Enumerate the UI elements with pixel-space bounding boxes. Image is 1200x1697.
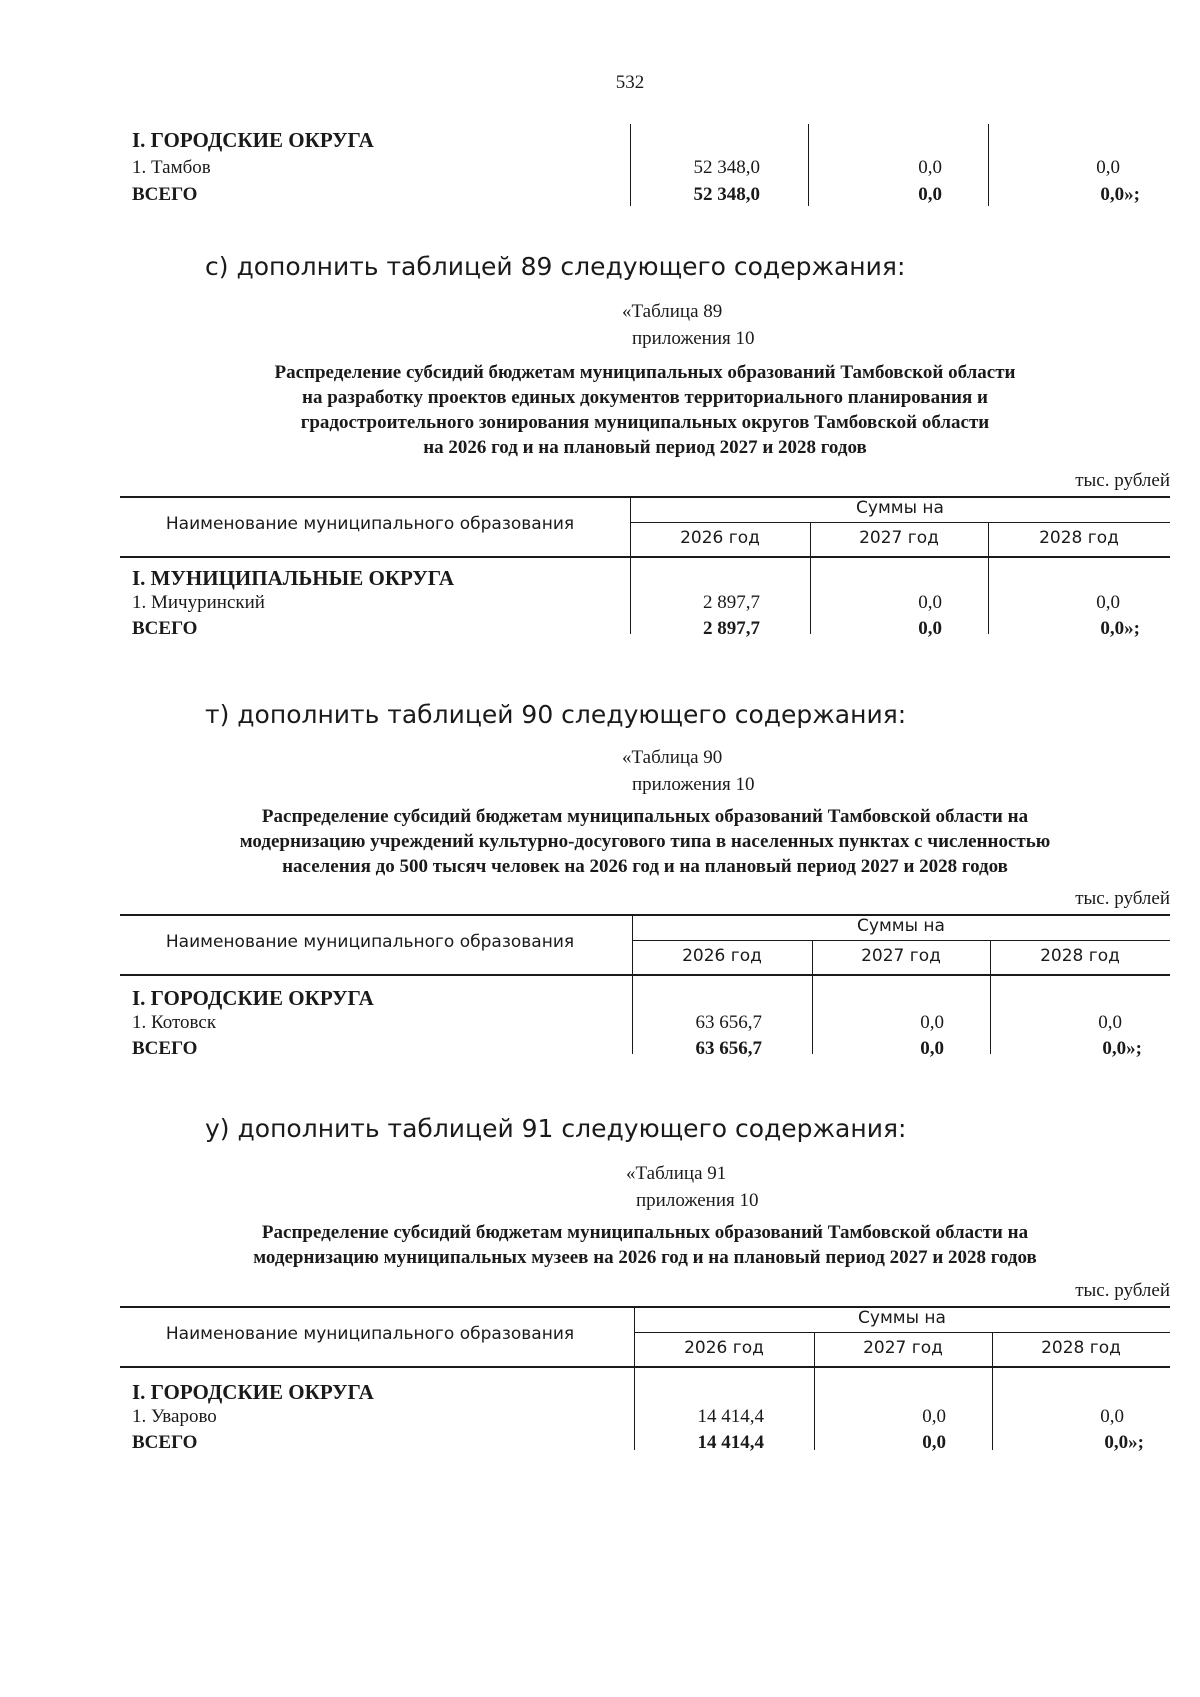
units-label: тыс. рублей [1075, 1280, 1170, 1301]
table-caption-91: «Таблица 91 приложения 10 [626, 1163, 759, 1211]
header-sums: Суммы на [856, 498, 944, 518]
category-label: I. ГОРОДСКИЕ ОКРУГА [132, 1380, 374, 1404]
table-91 [120, 1280, 1170, 1455]
total-row: ВСЕГО 63 656,7 0,0 0,0»; [132, 1038, 1142, 1059]
units-label: тыс. рублей [1075, 888, 1170, 909]
header-name-column: Наименование муниципального образования [165, 1324, 575, 1344]
header-name-column: Наименование муниципального образования [165, 932, 575, 952]
header-sums: Суммы на [857, 916, 945, 936]
table-row: 1. Уварово 14 414,4 0,0 0,0 [132, 1406, 1124, 1427]
header-year-2027: 2027 год [861, 946, 941, 966]
header-year-2026: 2026 год [682, 946, 762, 966]
table-title-89: Распределение субсидий бюджетам муниципальных образований Тамбовской области на разработку проектов единых документов территориального планирования и градостроительного зонирования муниципальных округов Тамбовской области на 2026 год и на плановый период 2027 и 2028 годов [274, 362, 1016, 458]
instruction-90: т) дополнить таблицей 90 следующего содержания: [205, 700, 907, 729]
table-90 [120, 888, 1170, 1060]
category-label: I. МУНИЦИПАЛЬНЫЕ ОКРУГА [132, 566, 455, 590]
table-title-90: Распределение субсидий бюджетам муниципальных образований Тамбовской области на модернизацию учреждений культурно-досугового типа в населенных пунктах с численностью населения до 500 тысяч человек на 2026 год и на плановый период 2027 и 2028 годов [239, 806, 1051, 877]
header-year-2026: 2026 год [684, 1338, 764, 1358]
table-caption-89: «Таблица 89 приложения 10 [622, 301, 755, 349]
table-row: 1. Котовск 63 656,7 0,0 0,0 [132, 1012, 1122, 1033]
table-caption-90: «Таблица 90 приложения 10 [622, 747, 755, 795]
header-year-2027: 2027 год [863, 1338, 943, 1358]
table-title-91: Распределение субсидий бюджетам муниципальных образований Тамбовской области на модернизацию муниципальных музеев на 2026 год и на плановый период 2027 и 2028 годов [253, 1222, 1037, 1268]
header-year-2028: 2028 год [1041, 1338, 1121, 1358]
category-label: I. ГОРОДСКИЕ ОКРУГА [132, 986, 374, 1010]
header-year-2026: 2026 год [680, 528, 760, 548]
total-row: ВСЕГО 52 348,0 0,0 0,0»; [132, 184, 1140, 205]
header-name-column: Наименование муниципального образования [165, 514, 575, 534]
page-number: 532 [615, 72, 645, 93]
instruction-91: у) дополнить таблицей 91 следующего содержания: [205, 1114, 907, 1143]
header-sums: Суммы на [858, 1308, 946, 1328]
header-year-2028: 2028 год [1040, 946, 1120, 966]
top-table [120, 120, 1170, 215]
units-label: тыс. рублей [1075, 470, 1170, 491]
total-row: ВСЕГО 14 414,4 0,0 0,0»; [132, 1432, 1144, 1453]
category-label: I. ГОРОДСКИЕ ОКРУГА [132, 128, 374, 152]
table-row: 1. Тамбов 52 348,0 0,0 0,0 [132, 157, 1120, 178]
instruction-89: с) дополнить таблицей 89 следующего содержания: [205, 252, 906, 281]
header-year-2028: 2028 год [1039, 528, 1119, 548]
table-row: 1. Мичуринский 2 897,7 0,0 0,0 [132, 592, 1120, 613]
header-year-2027: 2027 год [859, 528, 939, 548]
table-89 [120, 470, 1170, 640]
total-row: ВСЕГО 2 897,7 0,0 0,0»; [132, 618, 1140, 639]
